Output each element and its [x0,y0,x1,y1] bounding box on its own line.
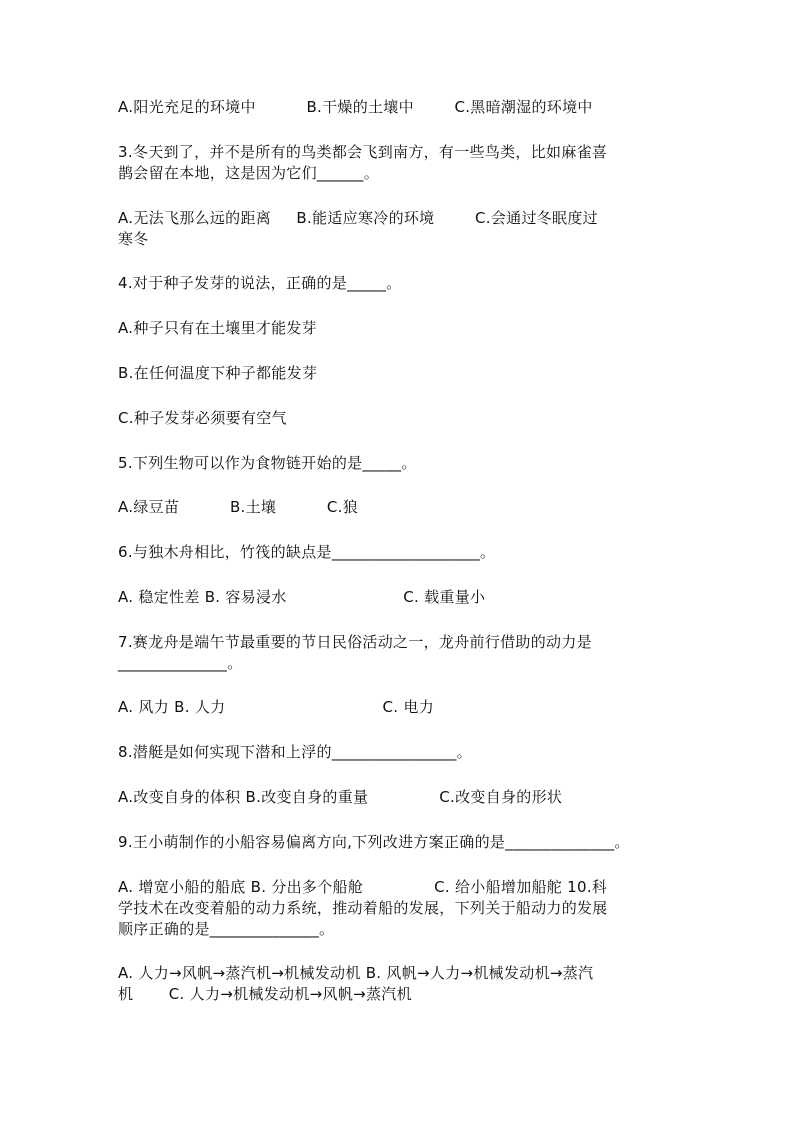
q6-options: A. 稳定性差 B. 容易浸水 C. 载重量小 [118,588,486,606]
q2-options: A.阳光充足的环境中 B.干燥的土壤中 C.黑暗潮湿的环境中 [118,98,593,116]
q9-options-q10-stem-line-1: A. 增宽小船的船底 B. 分出多个船舱 C. 给小船增加船舵 10.科 [118,878,608,896]
q8-stem: 8.潜艇是如何实现下潜和上浮的________________。 [118,743,472,761]
q3-options-line-1: A.无法飞那么远的距离 B.能适应寒冷的环境 C.会通过冬眠度过 [118,209,598,227]
q10-stem-line-2: 学技术在改变着船的动力系统，推动着船的发展，下列关于船动力的发展 [118,899,608,917]
q4-option-c: C.种子发芽必须要有空气 [118,409,287,427]
q7-options: A. 风力 B. 人力 C. 电力 [118,698,435,716]
q3-options-line-2: 寒冬 [118,230,149,248]
q9-stem: 9.王小萌制作的小船容易偏离方向,下列改进方案正确的是______________。 [118,833,630,851]
q6-stem: 6.与独木舟相比，竹筏的缺点是___________________。 [118,543,496,561]
q7-stem-line-2: ______________。 [118,654,243,672]
q3-stem-line-1: 3.冬天到了，并不是所有的鸟类都会飞到南方，有一些鸟类，比如麻雀喜 [118,143,608,161]
q10-stem-line-3: 顺序正确的是______________。 [118,920,335,938]
q10-options-line-2: 机 C. 人力→机械发动机→风帆→蒸汽机 [118,985,412,1003]
q7-stem-line-1: 7.赛龙舟是端午节最重要的节日民俗活动之一，龙舟前行借助的动力是 [118,633,592,651]
q5-options: A.绿豆苗 B.土壤 C.狼 [118,498,359,516]
q8-options: A.改变自身的体积 B.改变自身的重量 C.改变自身的形状 [118,788,563,806]
q10-options-line-1: A. 人力→风帆→蒸汽机→机械发动机 B. 风帆→人力→机械发动机→蒸汽 [118,964,594,982]
q4-option-b: B.在任何温度下种子都能发芽 [118,364,318,382]
q5-stem: 5.下列生物可以作为食物链开始的是_____。 [118,454,417,472]
q3-stem-line-2: 鹊会留在本地，这是因为它们______。 [118,164,380,182]
q4-option-a: A.种子只有在土壤里才能发芽 [118,319,317,337]
q4-stem: 4.对于种子发芽的说法，正确的是_____。 [118,274,402,292]
